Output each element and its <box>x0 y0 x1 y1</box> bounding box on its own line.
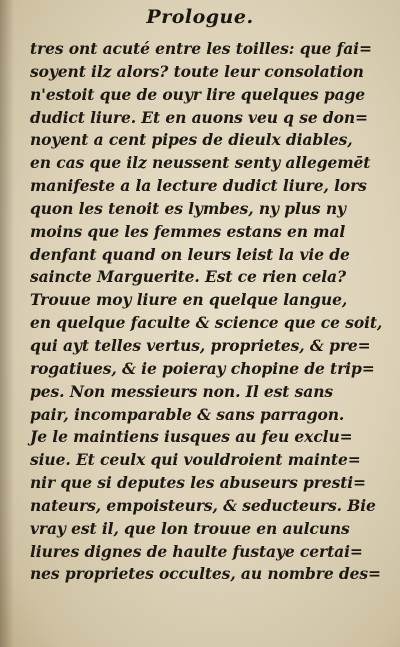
text-line: vray est il, que lon trouue en aulcuns <box>30 518 350 538</box>
text-line: en quelque faculte & science que ce soit, <box>30 313 383 333</box>
text-line: n'estoit que de ouyr lire quelques page <box>30 84 366 104</box>
text-line: manifeste a la lecture dudict liure, lors <box>30 176 367 196</box>
text-line: saincte Marguerite. Est ce rien cela? <box>30 267 346 287</box>
text-line: Trouue moy liure en quelque langue, <box>30 290 348 310</box>
text-line: liures dignes de haulte fustaye certai= <box>30 541 363 561</box>
text-line: soyent ilz alors? toute leur consolation <box>30 61 364 81</box>
text-line: quon les tenoit es lymbes, ny plus ny <box>30 198 346 218</box>
text-line: en cas que ilz neussent senty allegemēt <box>30 153 371 173</box>
text-line: tres ont acuté entre les toilles: que fai= <box>30 39 372 58</box>
text-line: nir que si deputes les abuseurs presti= <box>30 473 366 493</box>
text-line: nes proprietes occultes, au nombre des= <box>30 564 381 584</box>
text-line: siue. Et ceulx qui vouldroient mainte= <box>30 450 361 470</box>
text-line: nateurs, empoisteurs, & seducteurs. Bie <box>30 495 376 515</box>
text-line: noyent a cent pipes de dieulx diables, <box>30 130 353 150</box>
gutter-shadow <box>0 0 14 647</box>
text-line: denfant quand on leurs leist la vie de <box>30 244 350 264</box>
text-line: qui ayt telles vertus, proprietes, & pre= <box>30 335 371 355</box>
running-title: Prologue. <box>146 6 254 28</box>
body-text <box>30 38 385 586</box>
text-line: moins que les femmes estans en mal <box>30 221 346 241</box>
text-line: rogatiues, & ie poieray chopine de trip= <box>30 358 375 378</box>
text-line: dudict liure. Et en auons veu q se don= <box>30 107 368 127</box>
text-line: pair, incomparable & sans parragon. <box>30 404 345 424</box>
text-line: pes. Non messieurs non. Il est sans <box>30 381 334 401</box>
text-line: Je le maintiens iusques au feu exclu= <box>30 427 353 447</box>
